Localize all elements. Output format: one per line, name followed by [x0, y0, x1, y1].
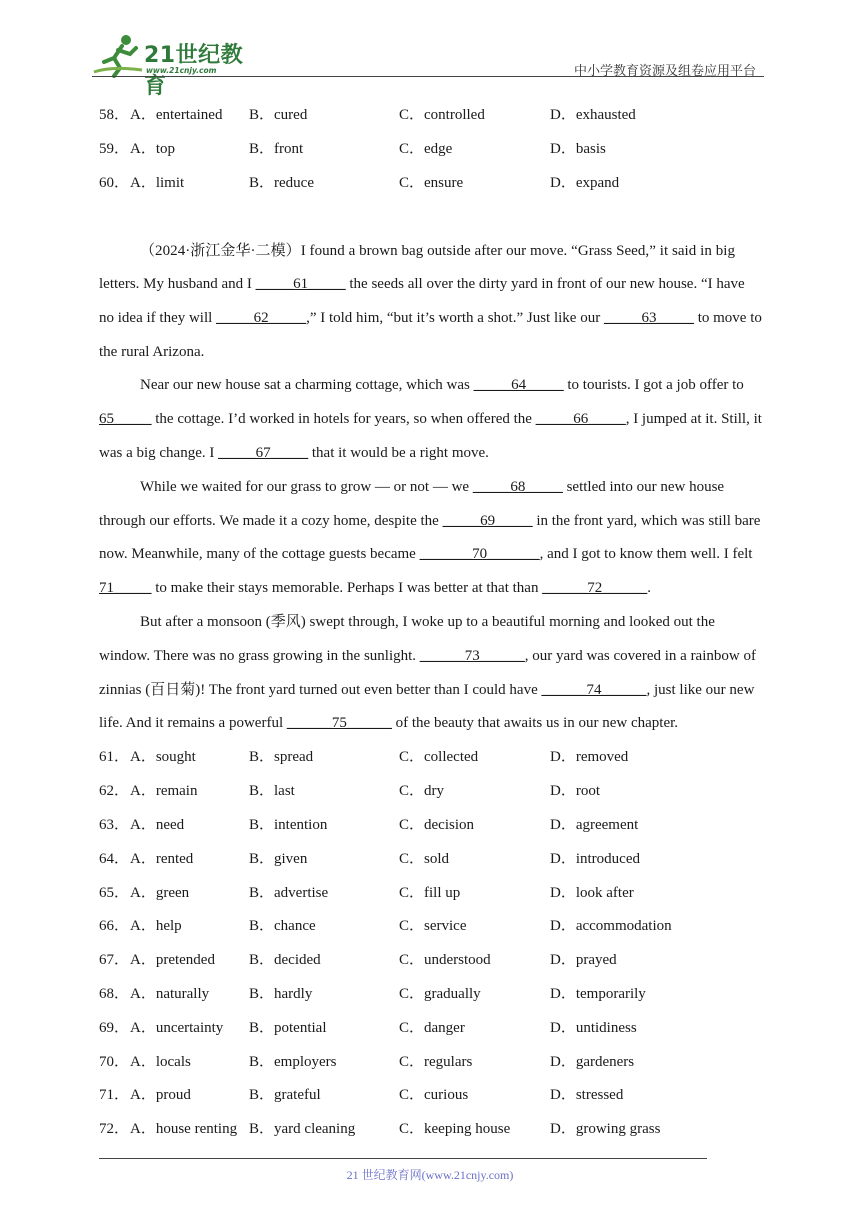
- passage-line: Near our new house sat a charming cottage, which was _____64_____ to tourists. I got a job offer to: [140, 377, 744, 393]
- footer-text: 21 世纪教育网(www.21cnjy.com): [346, 1168, 514, 1182]
- option-d: D．gardeners: [550, 1054, 635, 1070]
- question-number: 67．: [99, 952, 130, 968]
- option-b: B．spread: [249, 749, 314, 765]
- option-c: C．service: [399, 918, 467, 934]
- platform-title: 中小学教育资源及组卷应用平台: [573, 64, 756, 79]
- logo-text: 21世纪教育: [144, 43, 244, 99]
- option-a: A．uncertainty: [130, 1020, 224, 1036]
- passage-line: now. Meanwhile, many of the cottage guests became _______70_______, and I got to know them well. I felt: [99, 546, 753, 562]
- option-a: A．top: [130, 141, 176, 157]
- option-a: A．pretended: [130, 952, 215, 968]
- option-c: C．ensure: [399, 175, 464, 191]
- logo-url: www.21cnjy.com: [146, 66, 217, 75]
- option-a: A．remain: [130, 783, 198, 799]
- option-d: D．basis: [550, 141, 606, 157]
- blank-69: _____69_____: [442, 513, 533, 529]
- option-c: C．decision: [399, 817, 474, 833]
- blank-62: _____62_____: [216, 310, 307, 326]
- passage-line: letters. My husband and I _____61_____ the seeds all over the dirty yard in front of our new house. “I have: [99, 276, 745, 292]
- option-a: A．limit: [130, 175, 185, 191]
- option-d: D．introduced: [550, 851, 640, 867]
- blank-66: _____66_____: [535, 411, 626, 427]
- option-d: D．agreement: [550, 817, 639, 833]
- option-c: C．sold: [399, 851, 450, 867]
- question-number: 59．: [99, 141, 130, 157]
- question-number: 68．: [99, 986, 130, 1002]
- option-a: A．sought: [130, 749, 196, 765]
- blank-68: _____68_____: [472, 479, 563, 495]
- option-c: C．controlled: [399, 107, 485, 123]
- passage-line: life. And it remains a powerful ______75______ of the beauty that awaits us in our new chapter.: [99, 715, 679, 731]
- option-d: D．untidiness: [550, 1020, 637, 1036]
- option-d: D．expand: [550, 175, 620, 191]
- option-a: A．proud: [130, 1087, 191, 1103]
- option-d: D．stressed: [550, 1087, 624, 1103]
- option-a: A．house renting: [130, 1121, 238, 1137]
- passage-line: But after a monsoon (季风) swept through, I woke up to a beautiful morning and looked out the: [140, 614, 715, 630]
- question-number: 62．: [99, 783, 130, 799]
- blank-70: _______70_______: [419, 546, 540, 562]
- blank-71: 71_____: [99, 580, 152, 596]
- question-number: 63．: [99, 817, 130, 833]
- passage-line: the rural Arizona.: [99, 344, 205, 360]
- passage-line: （2024·浙江金华·二模）I found a brown bag outside after our move. “Grass Seed,” it said in big: [140, 243, 736, 259]
- option-a: A．help: [130, 918, 182, 934]
- passage-line: no idea if they will _____62_____,” I told him, “but it’s worth a shot.” Just like our _____63_____ to move to: [99, 310, 762, 326]
- option-b: B．reduce: [249, 175, 314, 191]
- option-d: D．root: [550, 783, 600, 799]
- page-header: [92, 32, 764, 99]
- option-c: C．danger: [399, 1020, 465, 1036]
- question-number: 70．: [99, 1054, 130, 1070]
- option-a: A．rented: [130, 851, 194, 867]
- passage-line: While we waited for our grass to grow — or not — we _____68_____ settled into our new house: [140, 479, 725, 495]
- option-b: B．last: [249, 783, 295, 799]
- option-a: A．naturally: [130, 986, 210, 1002]
- blank-75: ______75______: [286, 715, 392, 731]
- question-number: 65．: [99, 885, 130, 901]
- footer-divider: [99, 1158, 707, 1159]
- option-a: A．green: [130, 885, 190, 901]
- option-d: D．temporarily: [550, 986, 646, 1002]
- option-c: C．understood: [399, 952, 491, 968]
- question-number: 66．: [99, 918, 130, 934]
- passage-line: 71_____ to make their stays memorable. Perhaps I was better at that than ______72______.: [99, 580, 651, 596]
- option-d: D．removed: [550, 749, 629, 765]
- option-a: A．need: [130, 817, 185, 833]
- blank-63: _____63_____: [603, 310, 694, 326]
- option-d: D．prayed: [550, 952, 617, 968]
- logo: [92, 32, 262, 99]
- option-c: C．curious: [399, 1087, 469, 1103]
- blank-72: ______72______: [542, 580, 648, 596]
- option-b: B．yard cleaning: [249, 1121, 356, 1137]
- option-d: D．exhausted: [550, 107, 636, 123]
- option-a: A．entertained: [130, 107, 223, 123]
- question-number: 71．: [99, 1087, 130, 1103]
- option-b: B．advertise: [249, 885, 329, 901]
- option-b: B．front: [249, 141, 304, 157]
- question-number: 69．: [99, 1020, 130, 1036]
- runner-logo-icon: [92, 32, 148, 78]
- option-a: A．locals: [130, 1054, 191, 1070]
- option-b: B．given: [249, 851, 308, 867]
- option-c: C．edge: [399, 141, 453, 157]
- option-d: D．growing grass: [550, 1121, 661, 1137]
- option-c: C．keeping house: [399, 1121, 511, 1137]
- option-b: B．hardly: [249, 986, 313, 1002]
- blank-73: ______73______: [419, 648, 525, 664]
- option-b: B．grateful: [249, 1087, 321, 1103]
- blank-64: _____64_____: [473, 377, 564, 393]
- option-d: D．look after: [550, 885, 634, 901]
- blank-74: ______74______: [541, 682, 647, 698]
- question-number: 58．: [99, 107, 130, 123]
- passage-line: zinnias (百日菊)! The front yard turned out even better than I could have ______74______, just like our new: [99, 682, 755, 698]
- question-number: 72．: [99, 1121, 130, 1137]
- option-b: B．cured: [249, 107, 308, 123]
- option-c: C．fill up: [399, 885, 461, 901]
- option-b: B．intention: [249, 817, 328, 833]
- blank-61: _____61_____: [255, 276, 346, 292]
- passage-line: 65_____ the cottage. I’d worked in hotels for years, so when offered the _____66_____, I jumped at it. Still, it: [99, 411, 762, 427]
- option-b: B．potential: [249, 1020, 327, 1036]
- passage-line: was a big change. I _____67_____ that it would be a right move.: [99, 445, 489, 461]
- blank-67: _____67_____: [218, 445, 309, 461]
- option-d: D．accommodation: [550, 918, 672, 934]
- option-b: B．employers: [249, 1054, 337, 1070]
- option-c: C．dry: [399, 783, 445, 799]
- passage-line: window. There was no grass growing in the sunlight. ______73______, our yard was covered in a rainbow of: [99, 648, 756, 664]
- blank-65: 65_____: [99, 411, 152, 427]
- option-c: C．regulars: [399, 1054, 473, 1070]
- option-c: C．gradually: [399, 986, 481, 1002]
- option-b: B．chance: [249, 918, 316, 934]
- header-divider: [92, 76, 764, 77]
- passage-line: through our efforts. We made it a cozy home, despite the _____69_____ in the front yard, which was still bare: [99, 513, 761, 529]
- option-b: B．decided: [249, 952, 321, 968]
- question-number: 61．: [99, 749, 130, 765]
- option-c: C．collected: [399, 749, 479, 765]
- question-number: 60．: [99, 175, 130, 191]
- question-number: 64．: [99, 851, 130, 867]
